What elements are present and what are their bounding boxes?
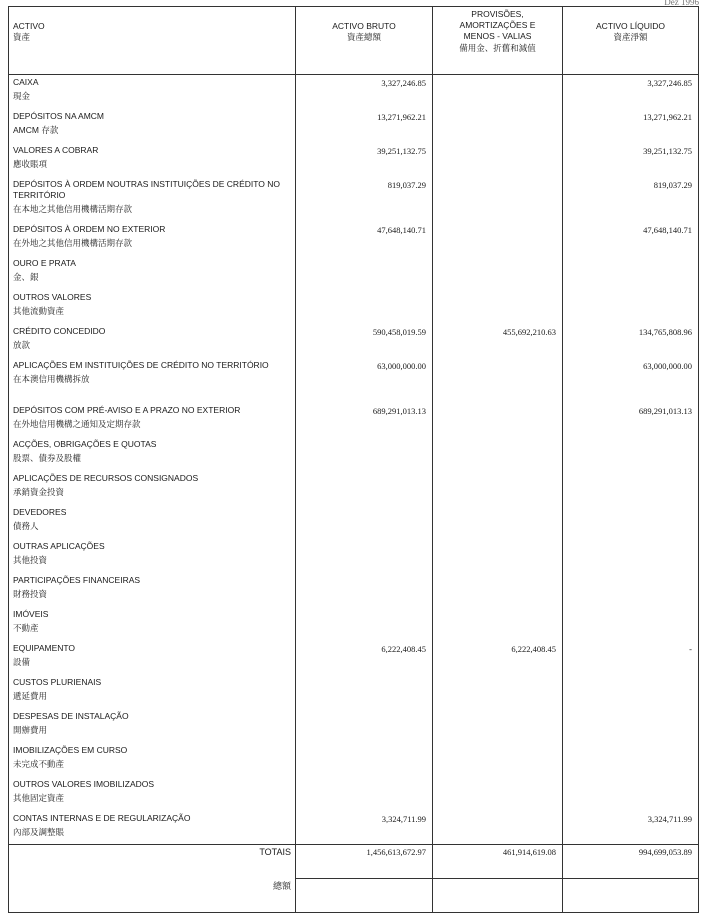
row-description: [9, 290, 296, 324]
table-row: [9, 777, 699, 811]
row-provisoes: [433, 811, 563, 845]
row-description: [9, 143, 296, 177]
row-description: [9, 222, 296, 256]
row-label-pt: VALORES A COBRAR: [13, 144, 99, 155]
row-label-pt: EQUIPAMENTO: [13, 642, 76, 653]
header-activo-bruto: [296, 7, 433, 75]
row-activo-liquido: [563, 607, 699, 641]
row-provisoes: [433, 607, 563, 641]
row-label-pt: CAIXA: [13, 77, 39, 87]
table-row: [9, 109, 699, 143]
row-provisoes: [433, 222, 563, 256]
row-description: [9, 109, 296, 143]
table-row: [9, 75, 699, 109]
row-activo-liquido: 689,291,013.13: [563, 403, 699, 437]
row-label-pt: DEPÓSITOS À ORDEM NO EXTERIOR: [13, 223, 166, 234]
row-activo-liquido: 3,327,246.85: [563, 75, 699, 109]
row-label-zh: AMCM 存款: [13, 124, 59, 135]
row-label-zh: 債務人: [13, 520, 39, 531]
row-description: [9, 75, 296, 109]
row-label-zh: 在外地之其他信用機構活期存款: [13, 237, 133, 248]
row-description: [9, 324, 296, 358]
row-provisoes: [433, 75, 563, 109]
row-label-pt: APLICAÇÕES EM INSTITUIÇÕES DE CRÉDITO NO TERRITÓRIO: [13, 359, 269, 370]
row-label-pt: DESPESAS DE INSTALAÇÃO: [13, 710, 129, 721]
row-activo-bruto: 689,291,013.13: [296, 403, 433, 437]
row-label-zh: 股票、債券及股權: [13, 452, 82, 463]
table-row: [9, 743, 699, 777]
row-provisoes: [433, 777, 563, 811]
row-label-pt: PARTICIPAÇÕES FINANCEIRAS: [13, 574, 141, 585]
row-activo-bruto: [296, 471, 433, 505]
row-label-pt: DEPÓSITOS COM PRÉ-AVISO E A PRAZO NO EXTERIOR: [13, 404, 241, 415]
row-activo-liquido: [563, 437, 699, 471]
row-label-zh: 開辦費用: [13, 724, 48, 735]
row-activo-bruto: [296, 709, 433, 743]
row-description: [9, 607, 296, 641]
row-provisoes: [433, 471, 563, 505]
row-label-zh: 財務投資: [13, 588, 48, 599]
table-row: [9, 607, 699, 641]
row-label-pt: DEVEDORES: [13, 506, 67, 517]
header-prov-pt-3: MENOS - VALIAS: [463, 31, 532, 41]
header-liquido-zh: 資產淨額: [613, 32, 648, 42]
row-activo-liquido: 39,251,132.75: [563, 143, 699, 177]
row-label-pt: OURO E PRATA: [13, 257, 76, 268]
row-provisoes: [433, 675, 563, 709]
row-label-zh: 在本澳信用機構拆放: [13, 373, 90, 384]
header-prov-pt-2: AMORTIZAÇÕES E: [459, 20, 536, 30]
row-description: [9, 539, 296, 573]
header-activo-pt: ACTIVO: [13, 21, 45, 31]
row-label-zh: 遞延費用: [13, 690, 48, 701]
table-row: [9, 505, 699, 539]
row-label-pt: OUTRAS APLICAÇÕES: [13, 540, 105, 551]
header-prov-pt-1: PROVISÕES,: [471, 9, 524, 19]
row-provisoes: [433, 539, 563, 573]
row-label-zh: 金、銀: [13, 271, 39, 282]
row-activo-bruto: 3,324,711.99: [296, 811, 433, 845]
header-prov-zh: 備用金、折舊和減值: [459, 43, 536, 53]
header-activo-zh: 資產: [13, 32, 31, 42]
row-activo-bruto: [296, 437, 433, 471]
header-liquido-pt: ACTIVO LÍQUIDO: [596, 21, 665, 31]
row-activo-liquido: [563, 539, 699, 573]
row-label-zh: 承銷資金投資: [13, 486, 65, 497]
totals-label-zh: 總額: [9, 879, 296, 913]
row-description: [9, 675, 296, 709]
corner-mark: Dez 1996: [664, 0, 699, 7]
row-activo-bruto: [296, 539, 433, 573]
row-description: [9, 573, 296, 607]
row-activo-liquido: [563, 471, 699, 505]
row-label-zh: 放款: [13, 339, 31, 350]
row-activo-liquido: 134,765,808.96: [563, 324, 699, 358]
row-label-zh: 設備: [13, 656, 31, 667]
header-provisoes: [433, 7, 563, 75]
row-provisoes: [433, 437, 563, 471]
row-activo-bruto: 39,251,132.75: [296, 143, 433, 177]
row-label-pt: OUTROS VALORES IMOBILIZADOS: [13, 778, 155, 789]
row-activo-bruto: [296, 743, 433, 777]
row-label-zh: 在外地信用機構之通知及定期存款: [13, 418, 141, 429]
table-row: [9, 222, 699, 256]
totals-provisoes: 461,914,619.08: [433, 845, 563, 879]
row-provisoes: 6,222,408.45: [433, 641, 563, 675]
header-bruto-zh: 資產總額: [346, 32, 381, 42]
row-label-zh: 其他固定資產: [13, 792, 65, 803]
row-activo-liquido: 819,037.29: [563, 177, 699, 222]
row-description: [9, 358, 296, 403]
row-activo-bruto: 590,458,019.59: [296, 324, 433, 358]
row-description: [9, 811, 296, 845]
table-row: [9, 177, 699, 222]
row-provisoes: [433, 573, 563, 607]
header-bruto-pt: ACTIVO BRUTO: [332, 21, 396, 31]
row-activo-bruto: [296, 777, 433, 811]
header-row: [9, 7, 699, 75]
table-row: [9, 539, 699, 573]
row-provisoes: [433, 358, 563, 403]
row-label-pt: CUSTOS PLURIENAIS: [13, 676, 102, 687]
row-activo-bruto: [296, 505, 433, 539]
table-row: [9, 403, 699, 437]
row-label-zh: 應收賬項: [13, 158, 48, 169]
row-activo-liquido: [563, 573, 699, 607]
row-activo-bruto: 13,271,962.21: [296, 109, 433, 143]
row-activo-liquido: [563, 505, 699, 539]
table-row: [9, 811, 699, 845]
row-description: [9, 505, 296, 539]
row-activo-liquido: 47,648,140.71: [563, 222, 699, 256]
row-label-pt: DEPÓSITOS NA AMCM: [13, 110, 105, 121]
row-description: [9, 641, 296, 675]
row-activo-liquido: [563, 290, 699, 324]
row-provisoes: [433, 743, 563, 777]
table-row: [9, 437, 699, 471]
row-activo-bruto: [296, 607, 433, 641]
row-activo-liquido: 13,271,962.21: [563, 109, 699, 143]
table-row: [9, 471, 699, 505]
row-provisoes: [433, 403, 563, 437]
row-activo-liquido: -: [563, 641, 699, 675]
row-label-pt: OUTROS VALORES: [13, 291, 92, 302]
table-row: [9, 709, 699, 743]
row-activo-bruto: 47,648,140.71: [296, 222, 433, 256]
table-row: [9, 256, 699, 290]
row-provisoes: [433, 256, 563, 290]
row-label-zh: 不動產: [13, 622, 39, 633]
row-provisoes: [433, 143, 563, 177]
row-description: [9, 709, 296, 743]
row-description: [9, 743, 296, 777]
row-activo-bruto: [296, 256, 433, 290]
row-activo-bruto: [296, 573, 433, 607]
row-description: [9, 777, 296, 811]
row-label-pt: ACÇÕES, OBRIGAÇÕES E QUOTAS: [13, 438, 157, 449]
row-activo-liquido: [563, 743, 699, 777]
row-description: [9, 256, 296, 290]
balance-sheet-table: [8, 6, 699, 913]
row-provisoes: [433, 290, 563, 324]
row-activo-bruto: 3,327,246.85: [296, 75, 433, 109]
totals-label: TOTAIS: [9, 845, 296, 879]
row-activo-liquido: 3,324,711.99: [563, 811, 699, 845]
row-activo-bruto: 6,222,408.45: [296, 641, 433, 675]
row-activo-liquido: [563, 777, 699, 811]
row-label-zh: 其他投資: [13, 554, 48, 565]
row-description: [9, 437, 296, 471]
row-provisoes: 455,692,210.63: [433, 324, 563, 358]
row-activo-bruto: [296, 290, 433, 324]
row-provisoes: [433, 505, 563, 539]
totals-bruto: 1,456,613,672.97: [296, 845, 433, 879]
row-description: [9, 177, 296, 222]
table-row: [9, 675, 699, 709]
header-activo-liquido: [563, 7, 699, 75]
row-label-zh: 在本地之其他信用機構活期存款: [13, 203, 133, 214]
row-provisoes: [433, 109, 563, 143]
row-activo-liquido: [563, 256, 699, 290]
row-provisoes: [433, 177, 563, 222]
row-activo-liquido: [563, 709, 699, 743]
header-activo: [9, 7, 296, 75]
row-label-pt: IMÓVEIS: [13, 608, 49, 619]
table-row: [9, 324, 699, 358]
table-row: [9, 143, 699, 177]
row-label-pt: CRÉDITO CONCEDIDO: [13, 325, 106, 336]
row-description: [9, 403, 296, 437]
row-activo-bruto: [296, 675, 433, 709]
row-label-zh: 其他流動資產: [13, 305, 65, 316]
row-description: [9, 471, 296, 505]
totals-row: [9, 845, 699, 879]
row-activo-bruto: 63,000,000.00: [296, 358, 433, 403]
totals-liquido: 994,699,053.89: [563, 845, 699, 879]
row-label-zh: 未完成不動產: [13, 758, 65, 769]
row-activo-bruto: 819,037.29: [296, 177, 433, 222]
row-label-zh: 內部及調整賬: [13, 826, 65, 837]
row-label-pt: IMOBILIZAÇÕES EM CURSO: [13, 744, 128, 755]
row-provisoes: [433, 709, 563, 743]
table-row: [9, 641, 699, 675]
table-row: [9, 573, 699, 607]
row-label-pt: DEPÓSITOS À ORDEM NOUTRAS INSTITUIÇÕES DE CRÉDITO NO TERRITÓRIO: [13, 178, 280, 200]
row-label-pt: APLICAÇÕES DE RECURSOS CONSIGNADOS: [13, 472, 199, 483]
row-label-pt: CONTAS INTERNAS E DE REGULARIZAÇÃO: [13, 812, 191, 823]
row-activo-liquido: [563, 675, 699, 709]
table-row: [9, 358, 699, 403]
row-activo-liquido: 63,000,000.00: [563, 358, 699, 403]
row-label-zh: 現金: [13, 91, 31, 101]
table-row: [9, 290, 699, 324]
